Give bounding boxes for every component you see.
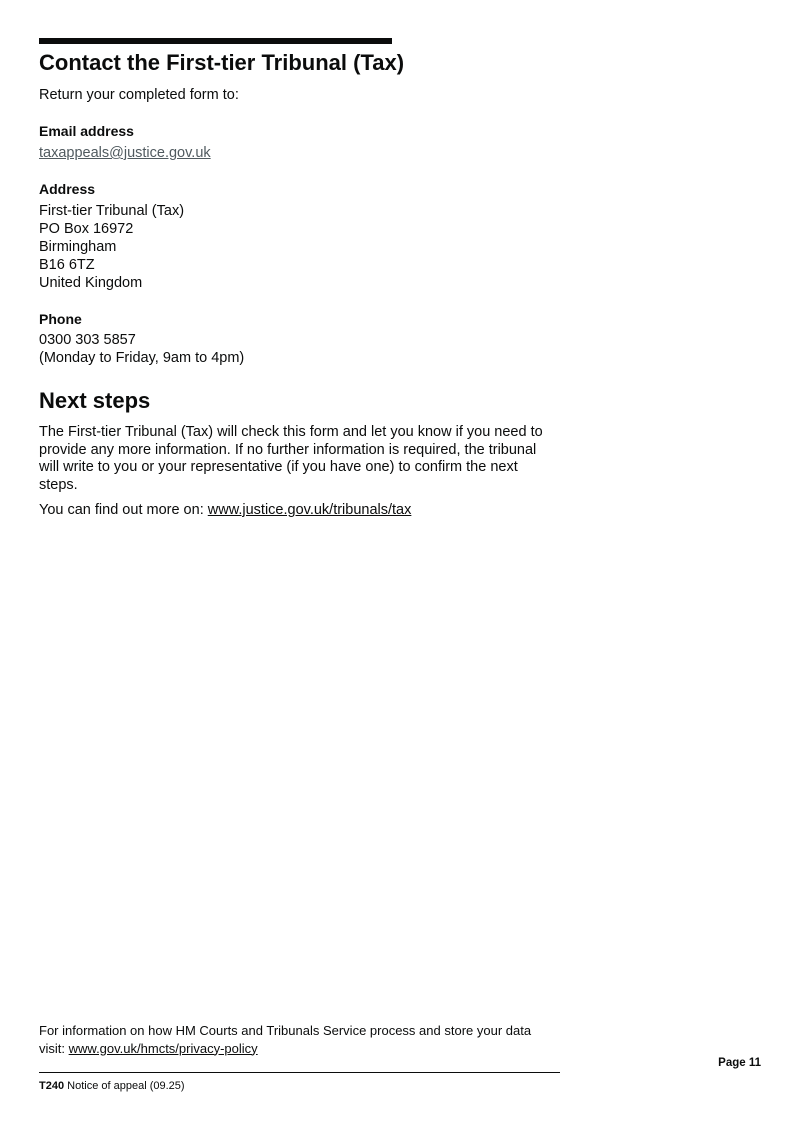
- more-info-line: [39, 502, 559, 520]
- next-steps-paragraph: The First-tier Tribunal (Tax) will check this form and let you know if you need to provide any more information. If no further information is required, the tribunal will write to you or your representative (if you have one) to confirm the next steps.: [39, 424, 543, 493]
- privacy-policy-link[interactable]: www.gov.uk/hmcts/privacy-policy: [68, 1040, 258, 1056]
- phone-block: [39, 331, 244, 367]
- email-line: [39, 144, 211, 162]
- more-info-prefix: You can find out more on:: [39, 502, 208, 518]
- phone-number: 0300 303 5857: [39, 332, 136, 348]
- page-number: Page 11: [718, 1057, 761, 1069]
- phone-label: Phone: [39, 311, 82, 327]
- form-code: T240: [39, 1080, 65, 1092]
- heading-rule: [39, 38, 392, 44]
- address-line: Birmingham: [39, 239, 117, 255]
- address-line: B16 6TZ: [39, 257, 95, 273]
- email-link[interactable]: taxappeals@justice.gov.uk: [39, 145, 211, 161]
- email-label: Email address: [39, 123, 134, 139]
- document-page: [39, 0, 761, 1130]
- privacy-text: For information on how HM Courts and Tribunals Service process and store your data visit:: [39, 1023, 532, 1056]
- address-label: Address: [39, 181, 96, 197]
- address-block: [39, 202, 184, 292]
- address-line: PO Box 16972: [39, 221, 134, 237]
- contact-intro: Return your completed form to:: [39, 87, 239, 103]
- form-reference: [39, 1079, 185, 1093]
- tribunal-website-link[interactable]: www.justice.gov.uk/tribunals/tax: [207, 502, 412, 518]
- footer-rule: [39, 1072, 560, 1073]
- next-steps-heading: Next steps: [39, 388, 151, 413]
- phone-hours: (Monday to Friday, 9am to 4pm): [39, 350, 245, 366]
- form-name: Notice of appeal (09.25): [64, 1080, 185, 1092]
- contact-heading: Contact the First-tier Tribunal (Tax): [39, 50, 405, 75]
- address-line: First-tier Tribunal (Tax): [39, 203, 185, 219]
- privacy-notice: [39, 1022, 559, 1057]
- address-line: United Kingdom: [39, 275, 143, 291]
